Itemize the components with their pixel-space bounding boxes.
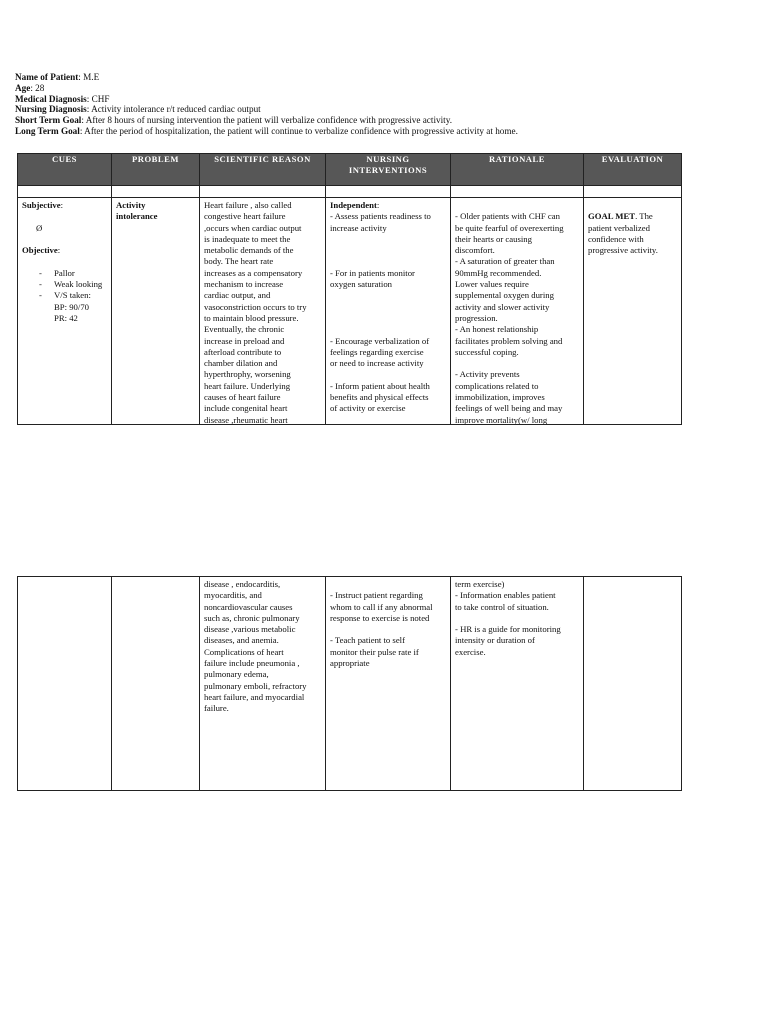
text-line: exercise. [455, 646, 486, 657]
scientific-reason-cell [200, 198, 326, 425]
problem-line-1: Activity [116, 200, 146, 210]
text-line: - Inform patient about health [330, 380, 430, 391]
table-spacer-row [18, 186, 682, 198]
objective-colon: : [57, 245, 61, 256]
text-line: cardiac output, and [204, 290, 271, 301]
text-line: immobilization, improves [455, 392, 545, 403]
scientific-reason-cell [200, 577, 326, 791]
text-line: - Activity prevents [455, 369, 520, 380]
patient-info-header [15, 72, 518, 137]
text-line: noncardiovascular causes [204, 601, 293, 612]
patient-name-value: : M.E [78, 72, 100, 82]
header-nursing-interventions-text: NURSING INTERVENTIONS [348, 154, 428, 175]
header-evaluation: EVALUATION [584, 154, 682, 186]
nursing-diagnosis-row [15, 104, 518, 115]
header-cues: CUES [18, 154, 112, 186]
header-problem: PROBLEM [112, 154, 200, 186]
vital-bp: BP: 90/70 [54, 301, 90, 312]
list-item: - Weak looking [22, 279, 108, 290]
text-line: facilitates problem solving and [455, 335, 563, 346]
evaluation-cell [584, 577, 682, 791]
text-line: failure. [204, 703, 229, 714]
problem-cell [112, 577, 200, 791]
text-line: congestive heart failure [204, 211, 286, 222]
text-line: diseases, and anemia. [204, 635, 279, 646]
text-line: of activity or exercise [330, 403, 406, 414]
text-line: progression. [455, 312, 498, 323]
long-term-goal-row [15, 126, 518, 137]
header-nursing-interventions [326, 154, 451, 186]
text-line: . The [635, 211, 653, 222]
text-line: Complications of heart [204, 646, 284, 657]
text-line: be quite fearful of overexerting [455, 222, 564, 233]
text-line: Lower values require [455, 279, 529, 290]
rationale-cell [451, 198, 584, 425]
age-row [15, 83, 518, 94]
text-line: patient verbalized [588, 222, 650, 233]
cues-cell [18, 198, 112, 425]
text-line: vasoconstriction occurs to try [204, 301, 307, 312]
text-line: whom to call if any abnormal [330, 601, 433, 612]
text-line: complications related to [455, 380, 539, 391]
text-line: successful coping. [455, 346, 519, 357]
text-line: progressive activity. [588, 245, 658, 256]
text-line: mechanism to increase [204, 279, 284, 290]
vital-pr: PR: 42 [54, 312, 78, 323]
text-line: benefits and physical effects [330, 392, 429, 403]
text-line: - Encourage verbalization of [330, 335, 430, 346]
text-line: activity and slower activity [455, 301, 550, 312]
text-line: metabolic demands of the [204, 245, 294, 256]
text-line: confidence with [588, 233, 644, 244]
patient-name-label: Name of Patient [15, 72, 79, 82]
age-value: : 28 [30, 82, 45, 93]
text-line: - HR is a guide for monitoring [455, 624, 561, 635]
text-line: oxygen saturation [330, 279, 393, 290]
text-line: feelings of well being and may [455, 403, 563, 414]
text-line: ,occurs when cardiac output [204, 222, 302, 233]
text-line: term exercise) [455, 579, 505, 589]
header-rationale: RATIONALE [451, 154, 584, 186]
text-line: response to exercise is noted [330, 612, 430, 623]
subjective-colon: : [60, 200, 64, 210]
text-line: their hearts or causing [455, 233, 532, 244]
rationale-cell [451, 577, 584, 791]
table-header-row [18, 154, 682, 186]
patient-name-row [15, 72, 518, 83]
short-term-goal-label: Short Term Goal [15, 115, 82, 126]
nursing-diagnosis-label: Nursing Diagnosis [15, 104, 87, 115]
text-line: pulmonary emboli, refractory [204, 680, 307, 691]
independent-label: Independent [330, 200, 377, 210]
text-line: increase in preload and [204, 335, 285, 346]
text-line: is inadequate to meet the [204, 233, 291, 244]
table-row [18, 198, 682, 425]
text-line: body. The heart rate [204, 256, 274, 267]
text-line: monitor their pulse rate if [330, 646, 419, 657]
text-line: - For in patients monitor [330, 267, 415, 278]
text-line: - Older patients with CHF can [455, 211, 560, 222]
text-line: heart failure. Underlying [204, 380, 291, 391]
text-line: disease , endocarditis, [204, 579, 281, 589]
text-line: Eventually, the chronic [204, 324, 285, 335]
text-line: include congenital heart [204, 403, 288, 414]
text-line: disease ,rheumatic heart [204, 414, 288, 424]
cues-cell [18, 577, 112, 791]
problem-cell [112, 198, 200, 425]
list-item: - Pallor [22, 268, 108, 279]
text-line: - A saturation of greater than [455, 256, 555, 267]
text-line: - Information enables patient [455, 590, 556, 601]
text-line: or need to increase activity [330, 358, 424, 369]
text-line: appropriate [330, 658, 370, 669]
independent-colon: : [376, 200, 380, 210]
text-line: increase activity [330, 222, 387, 233]
text-line: heart failure, and myocardial [204, 691, 305, 702]
list-item: - V/S taken: [22, 290, 108, 301]
long-term-goal-value: : After the period of hospitalization, the patient will continue to verbalize confidence with progressive activity at home. [79, 125, 518, 136]
text-line: myocarditis, and [204, 590, 262, 601]
text-line: to maintain blood pressure. [204, 312, 299, 323]
subjective-value: Ø [36, 222, 43, 233]
text-line: chamber dilation and [204, 358, 278, 369]
text-line: 90mmHg recommended. [455, 267, 542, 278]
objective-list [22, 268, 108, 302]
text-line: Heart failure , also called [204, 200, 292, 210]
text-line: failure include pneumonia , [204, 658, 300, 669]
text-line: supplemental oxygen during [455, 290, 554, 301]
subjective-label: Subjective [22, 200, 61, 210]
text-line: to take control of situation. [455, 601, 549, 612]
text-line: - Instruct patient regarding [330, 590, 423, 601]
evaluation-cell [584, 198, 682, 425]
text-line: afterload contribute to [204, 346, 282, 357]
medical-diagnosis-label: Medical Diagnosis [15, 93, 87, 104]
text-line: feelings regarding exercise [330, 346, 424, 357]
interventions-cell [326, 198, 451, 425]
text-line: pulmonary edema, [204, 669, 269, 680]
text-line: hyperthrophy, worsening [204, 369, 291, 380]
goal-met-label: GOAL MET [588, 211, 636, 222]
text-line: such as, chronic pulmonary [204, 612, 300, 623]
table-row [18, 577, 682, 791]
age-label: Age [15, 82, 31, 93]
text-line: discomfort. [455, 245, 495, 256]
text-line: - Teach patient to self [330, 635, 405, 646]
problem-line-2: intolerance [116, 211, 158, 222]
care-plan-table-page-1 [17, 153, 682, 425]
text-line: improve mortality(w/ long [455, 414, 548, 424]
text-line: disease ,various metabolic [204, 624, 296, 635]
short-term-goal-row [15, 115, 518, 126]
long-term-goal-label: Long Term Goal [15, 125, 80, 136]
medical-diagnosis-row [15, 94, 518, 105]
text-line: - An honest relationship [455, 324, 539, 335]
medical-diagnosis-value: : CHF [86, 93, 110, 104]
nursing-diagnosis-value: : Activity intolerance r/t reduced cardiac output [86, 104, 261, 115]
header-scientific-reason: SCIENTIFIC REASON [200, 154, 326, 186]
short-term-goal-value: : After 8 hours of nursing intervention the patient will verbalize confidence with progressive activity. [81, 115, 452, 126]
care-plan-table-page-2 [17, 576, 682, 791]
text-line: increases as a compensatory [204, 267, 303, 278]
text-line: intensity or duration of [455, 635, 535, 646]
text-line: - Assess patients readiness to [330, 211, 431, 222]
text-line: causes of heart failure [204, 392, 281, 403]
interventions-cell [326, 577, 451, 791]
objective-label: Objective [22, 245, 58, 256]
